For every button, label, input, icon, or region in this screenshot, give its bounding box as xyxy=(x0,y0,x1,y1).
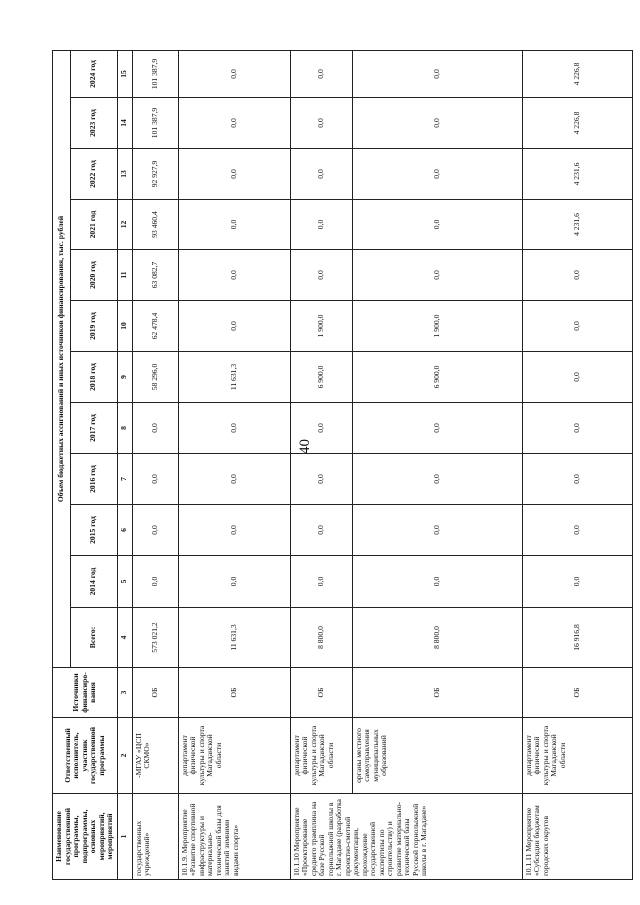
year-value: 0,0 xyxy=(522,505,633,556)
total: 11 631,3 xyxy=(178,608,290,668)
header-year: 2021 год xyxy=(70,200,117,250)
program-name: государственных учреждений» xyxy=(132,794,178,880)
year-value: 0,0 xyxy=(352,98,522,149)
page-number: 40 xyxy=(297,439,313,454)
header-year: 2015 год xyxy=(70,505,117,556)
total: 573 021,2 xyxy=(132,608,178,668)
year-value: 0,0 xyxy=(290,556,352,608)
header-financing-group: Объем бюджетных ассигнований и иных источников финансирования, тыс. рублей xyxy=(53,50,71,667)
year-value: 0,0 xyxy=(290,505,352,556)
year-value: 101 387,9 xyxy=(132,50,178,97)
year-value: 0,0 xyxy=(290,454,352,505)
col-number: 13 xyxy=(117,149,132,200)
header-year: 2022 год xyxy=(70,149,117,200)
total: 16 916,8 xyxy=(522,608,633,668)
executor: -МГАУ «ЦСП СКМО» xyxy=(132,718,178,794)
header-year: 2024 год xyxy=(70,50,117,97)
year-value: 0,0 xyxy=(132,403,178,454)
year-value: 0,0 xyxy=(352,200,522,250)
year-value: 0,0 xyxy=(352,454,522,505)
year-value: 0,0 xyxy=(178,403,290,454)
header-source: Источники финансиро-вания xyxy=(53,668,118,718)
year-value: 0,0 xyxy=(290,50,352,97)
year-value: 0,0 xyxy=(132,454,178,505)
year-value: 0,0 xyxy=(352,556,522,608)
col-number: 4 xyxy=(117,608,132,668)
col-number: 12 xyxy=(117,200,132,250)
program-name: 10.1.10 Мероприятие «Проектирование среднего трамплина на базе Русской горнолыжной школы в г. Магадане (разработка проектно-сметной документации, прохождение государственной экспертизы по строительству) и развитие материально-технической базы Русской горнолыжной школы в г. Магадане» xyxy=(290,794,522,880)
header-program-name: Наименование государственной программы, подпрограммы, основных мероприятий, мероприятий xyxy=(53,794,118,880)
year-value: 0,0 xyxy=(522,352,633,403)
year-value: 1 900,0 xyxy=(290,301,352,352)
source: ОБ xyxy=(132,668,178,718)
header-total: Всего: xyxy=(70,608,117,668)
table-row xyxy=(132,50,178,879)
year-value: 58 296,0 xyxy=(132,352,178,403)
source: ОБ xyxy=(290,668,352,718)
year-value: 62 478,4 xyxy=(132,301,178,352)
year-value: 0,0 xyxy=(132,556,178,608)
year-value: 93 460,4 xyxy=(132,200,178,250)
col-number: 15 xyxy=(117,50,132,97)
year-value: 0,0 xyxy=(178,250,290,301)
executor: департамент физической культуры и спорта Магаданской области xyxy=(290,718,352,794)
col-number: 6 xyxy=(117,505,132,556)
year-value: 0,0 xyxy=(178,50,290,97)
executor: департамент физической культуры и спорта Магаданской области xyxy=(522,718,633,794)
year-value: 0,0 xyxy=(522,301,633,352)
year-value: 0,0 xyxy=(290,98,352,149)
executor: департамент физической культуры и спорта Магаданской области xyxy=(178,718,290,794)
year-value: 0,0 xyxy=(522,250,633,301)
col-number: 8 xyxy=(117,403,132,454)
col-number: 2 xyxy=(117,718,132,794)
year-value: 0,0 xyxy=(352,250,522,301)
year-value: 0,0 xyxy=(178,149,290,200)
year-value: 0,0 xyxy=(178,454,290,505)
year-value: 0,0 xyxy=(290,403,352,454)
table-row xyxy=(290,50,352,879)
year-value: 0,0 xyxy=(178,556,290,608)
year-value: 0,0 xyxy=(132,505,178,556)
header-year: 2017 год xyxy=(70,403,117,454)
header-year: 2014 год xyxy=(70,556,117,608)
year-value: 1 900,0 xyxy=(352,301,522,352)
source: ОБ xyxy=(522,668,633,718)
year-value: 0,0 xyxy=(522,454,633,505)
header-year: 2019 год xyxy=(70,301,117,352)
table-row xyxy=(178,50,290,879)
year-value: 63 082,7 xyxy=(132,250,178,301)
year-value: 0,0 xyxy=(352,50,522,97)
year-value: 4 231,6 xyxy=(522,200,633,250)
executor: органы местного самоуправления муниципальных образований xyxy=(352,718,522,794)
column-number-row xyxy=(117,50,132,879)
year-value: 4 231,6 xyxy=(522,149,633,200)
col-number: 1 xyxy=(117,794,132,880)
program-name: 10.1.11 Мероприятие «Субсидии бюджетам городских округов xyxy=(522,794,633,880)
year-value: 6 900,0 xyxy=(290,352,352,403)
total: 8 800,0 xyxy=(352,608,522,668)
source: ОБ xyxy=(178,668,290,718)
year-value: 6 900,0 xyxy=(352,352,522,403)
col-number: 7 xyxy=(117,454,132,505)
source: ОБ xyxy=(352,668,522,718)
header-year: 2020 год xyxy=(70,250,117,301)
financing-table xyxy=(52,50,633,880)
total: 8 800,0 xyxy=(290,608,352,668)
year-value: 0,0 xyxy=(178,505,290,556)
year-value: 0,0 xyxy=(290,200,352,250)
table-row xyxy=(352,50,522,879)
year-value: 11 631,3 xyxy=(178,352,290,403)
rotated-table-wrapper xyxy=(52,51,633,880)
col-number: 10 xyxy=(117,301,132,352)
year-value: 0,0 xyxy=(352,149,522,200)
year-value: 0,0 xyxy=(290,250,352,301)
year-value: 4 226,8 xyxy=(522,98,633,149)
year-value: 0,0 xyxy=(522,556,633,608)
header-year: 2018 год xyxy=(70,352,117,403)
table-row xyxy=(522,50,633,879)
year-value: 4 226,8 xyxy=(522,50,633,97)
year-value: 0,0 xyxy=(352,403,522,454)
year-value: 0,0 xyxy=(290,149,352,200)
year-value: 0,0 xyxy=(178,301,290,352)
col-number: 11 xyxy=(117,250,132,301)
year-value: 0,0 xyxy=(522,403,633,454)
col-number: 3 xyxy=(117,668,132,718)
col-number: 14 xyxy=(117,98,132,149)
year-value: 92 927,9 xyxy=(132,149,178,200)
year-value: 101 387,9 xyxy=(132,98,178,149)
header-year: 2016 год xyxy=(70,454,117,505)
col-number: 5 xyxy=(117,556,132,608)
col-number: 9 xyxy=(117,352,132,403)
program-name: 10.1.9. Мероприятие «Развитие спортивной инфраструктуры и материально-технической базы для занятий зимними видами спорта» xyxy=(178,794,290,880)
header-year: 2023 год xyxy=(70,98,117,149)
header-executor: Ответственный исполнитель, участник государственной программы xyxy=(53,718,118,794)
year-value: 0,0 xyxy=(178,98,290,149)
year-value: 0,0 xyxy=(178,200,290,250)
year-value: 0,0 xyxy=(352,505,522,556)
